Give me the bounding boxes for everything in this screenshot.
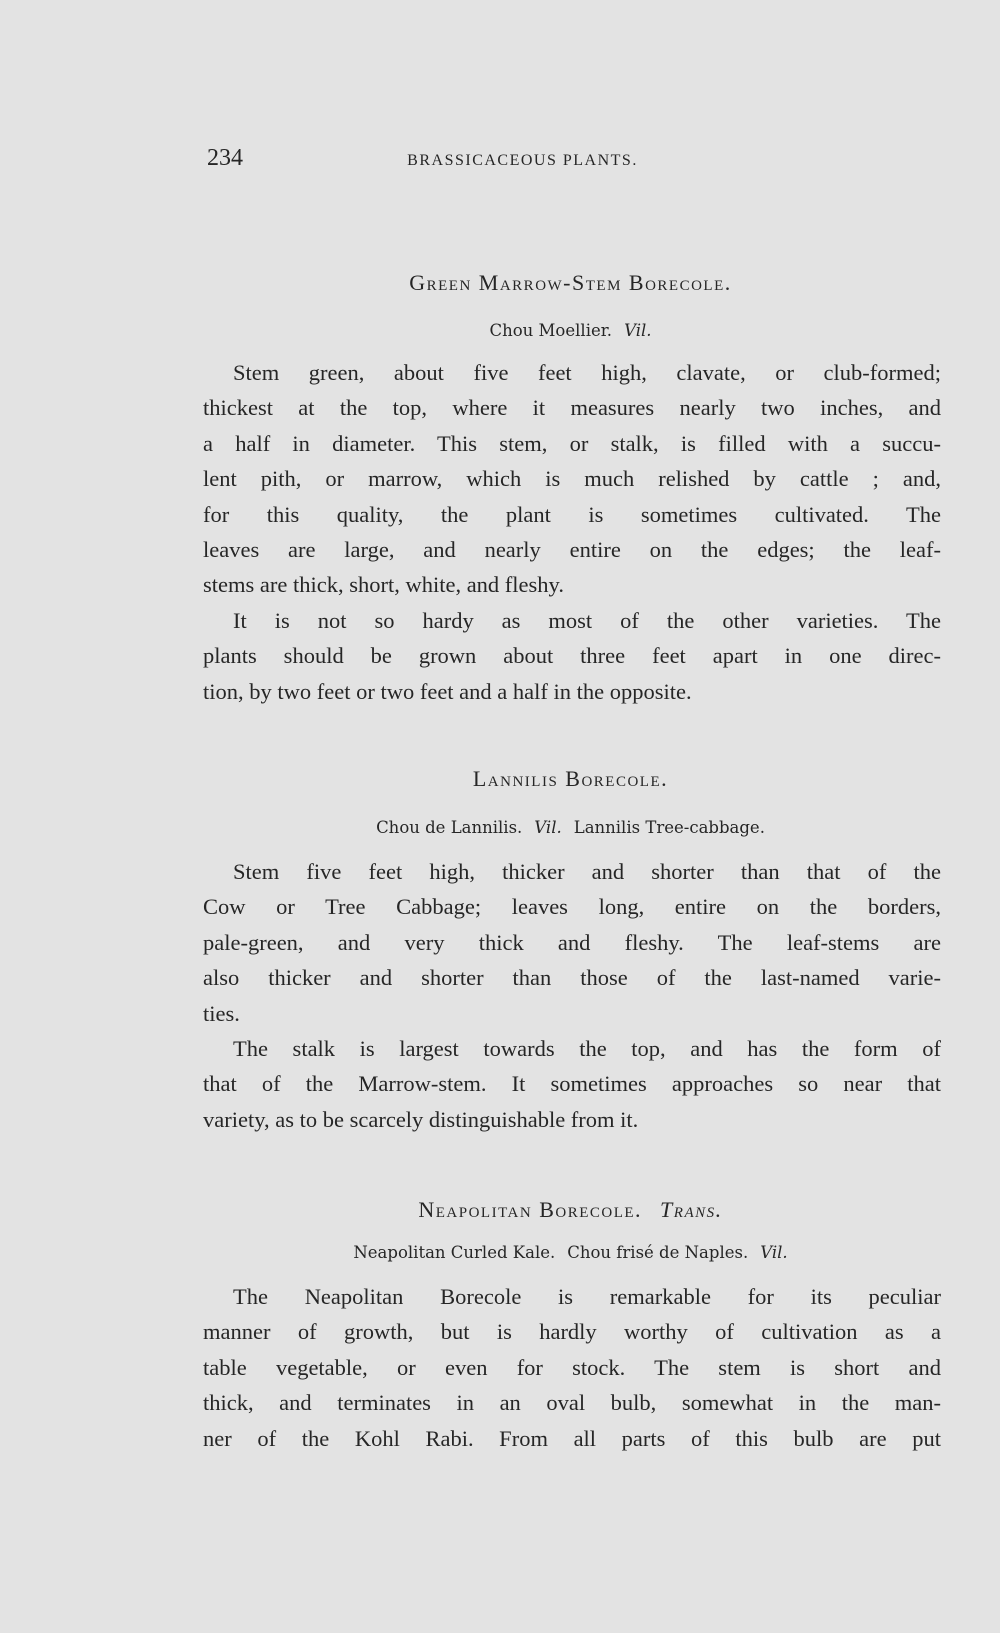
text-line: tion, by two feet or two feet and a half in the opposite. — [203, 678, 692, 704]
text-line: pale-green, and very thick and fleshy. The leaf-stems are — [203, 929, 941, 955]
text-line: also thicker and shorter than those of the last-named varie- — [203, 965, 941, 991]
synonym: Chou frisé de Naples. — [567, 1243, 749, 1262]
paragraph — [203, 355, 941, 603]
section-body — [203, 355, 941, 709]
section-synonyms — [203, 316, 938, 346]
text-line: stems are thick, short, white, and fleshy. — [203, 572, 564, 598]
text-line: plants should be grown about three feet apart in one direc- — [203, 643, 941, 669]
synonym: Lannilis Tree-cabbage. — [573, 818, 765, 837]
text-line: thickest at the top, where it measures nearly two inches, and — [203, 395, 941, 421]
text-line: for this quality, the plant is sometimes cultivated. The — [203, 501, 941, 527]
paragraph — [203, 603, 941, 709]
text-line: Stem green, about five feet high, clavate, or club-formed; — [233, 360, 941, 385]
synonym: Vil. — [760, 1243, 788, 1262]
paragraph — [203, 854, 941, 1031]
text-line: manner of growth, but is hardly worthy of cultivation as a — [203, 1319, 941, 1345]
heading-part: Neapolitan Borecole. — [418, 1197, 643, 1222]
text-line: Stem five feet high, thicker and shorter than that of the — [233, 859, 941, 884]
section-heading — [203, 1192, 938, 1228]
paragraph — [203, 1279, 941, 1456]
section-body — [203, 1279, 941, 1456]
text-line: The stalk is largest towards the top, and has the form of — [233, 1035, 941, 1061]
text-line: It is not so hardy as most of the other varieties. The — [233, 607, 941, 633]
section-body — [203, 854, 941, 1137]
running-title: BRASSICACEOUS PLANTS. — [407, 152, 638, 169]
heading-part: Trans. — [660, 1197, 723, 1222]
text-line: The Neapolitan Borecole is remarkable for its peculiar — [233, 1284, 941, 1309]
text-line: a half in diameter. This stem, or stalk, is filled with a succu- — [203, 430, 941, 456]
synonym: Vil. — [624, 321, 652, 340]
synonym: Vil. — [534, 818, 562, 837]
text-line: ties. — [203, 1000, 240, 1026]
synonym: Chou Moellier. — [489, 321, 613, 340]
section-synonyms — [203, 1238, 938, 1268]
text-line: Cow or Tree Cabbage; leaves long, entire on the borders, — [203, 894, 941, 920]
text-line: that of the Marrow-stem. It sometimes approaches so near that — [203, 1071, 941, 1097]
page-number: 234 — [207, 145, 243, 171]
section-heading — [203, 761, 938, 797]
text-line: ner of the Kohl Rabi. From all parts of this bulb are put — [203, 1425, 941, 1451]
text-line: thick, and terminates in an oval bulb, somewhat in the man- — [203, 1390, 941, 1416]
synonym: Chou de Lannilis. — [376, 818, 523, 837]
text-line: variety, as to be scarcely distinguishable from it. — [203, 1106, 639, 1132]
text-line: lent pith, or marrow, which is much relished by cattle ; and, — [203, 466, 941, 492]
synonym: Neapolitan Curled Kale. — [353, 1243, 556, 1262]
section-heading — [203, 265, 938, 301]
heading-part: Green Marrow-Stem Borecole. — [409, 270, 732, 295]
paragraph — [203, 1031, 941, 1137]
heading-part: Lannilis Borecole. — [472, 766, 669, 791]
text-line: leaves are large, and nearly entire on the edges; the leaf- — [203, 536, 941, 562]
text-line: table vegetable, or even for stock. The stem is short and — [203, 1354, 941, 1380]
section-synonyms — [203, 813, 938, 843]
